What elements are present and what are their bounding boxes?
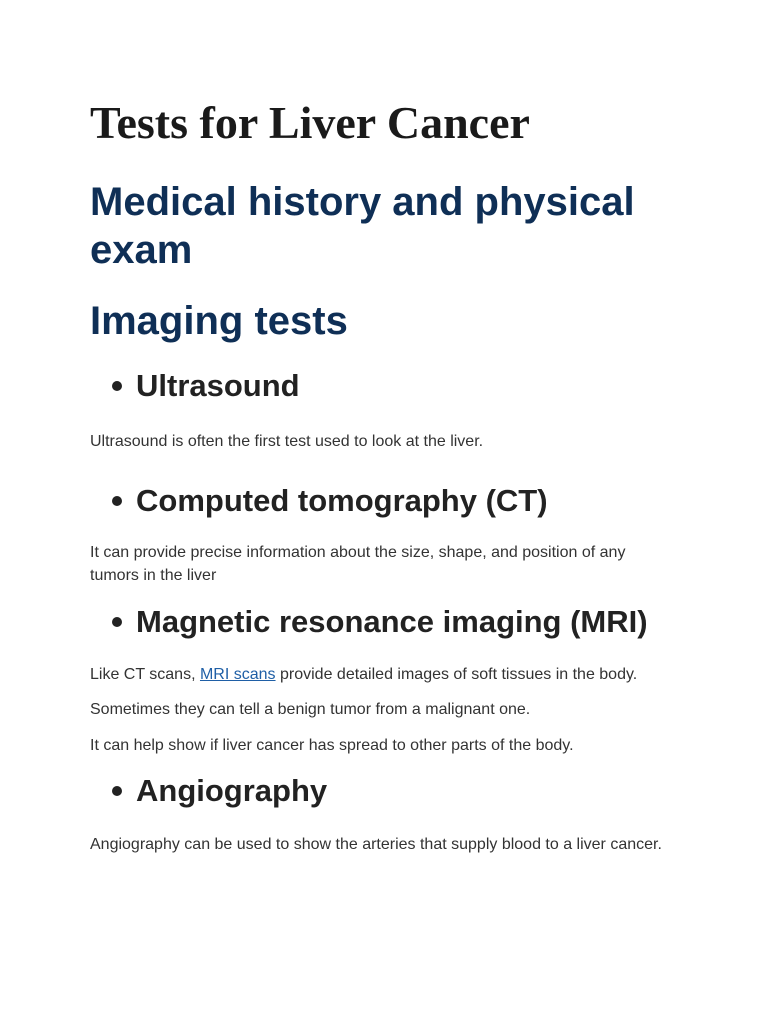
section-heading-medical-history: Medical history and physical exam bbox=[90, 180, 635, 272]
mri-para-prefix: Like CT scans, bbox=[90, 666, 200, 683]
bullet-heading-label: Ultrasound bbox=[136, 368, 300, 403]
bullet-heading-mri bbox=[112, 603, 648, 641]
bullet-heading-label: Computed tomography (CT) bbox=[136, 483, 548, 518]
mri-paragraph-1 bbox=[90, 663, 678, 686]
bullet-dot-icon bbox=[112, 381, 122, 391]
ct-paragraph: It can provide precise information about the size, shape, and position of any tumors in the liver bbox=[90, 544, 626, 584]
section-heading-imaging-tests: Imaging tests bbox=[90, 299, 348, 343]
bullet-heading-ultrasound bbox=[112, 367, 300, 405]
mri-para-suffix: provide detailed images of soft tissues in the body. bbox=[275, 666, 638, 683]
bullet-heading-label: Angiography bbox=[136, 773, 328, 808]
ultrasound-paragraph: Ultrasound is often the first test used to look at the liver. bbox=[90, 433, 484, 450]
bullet-heading-angiography bbox=[112, 772, 327, 810]
mri-paragraph-2: Sometimes they can tell a benign tumor from a malignant one. bbox=[90, 701, 531, 718]
mri-paragraph-3: It can help show if liver cancer has spread to other parts of the body. bbox=[90, 737, 574, 754]
angiography-paragraph: Angiography can be used to show the arteries that supply blood to a liver cancer. bbox=[90, 836, 662, 853]
bullet-dot-icon bbox=[112, 617, 122, 627]
bullet-dot-icon bbox=[112, 786, 122, 796]
bullet-heading-label: Magnetic resonance imaging (MRI) bbox=[136, 604, 648, 639]
bullet-heading-ct bbox=[112, 482, 548, 520]
page-title: Tests for Liver Cancer bbox=[90, 97, 530, 148]
mri-scans-link[interactable]: MRI scans bbox=[199, 666, 276, 683]
bullet-dot-icon bbox=[112, 496, 122, 506]
